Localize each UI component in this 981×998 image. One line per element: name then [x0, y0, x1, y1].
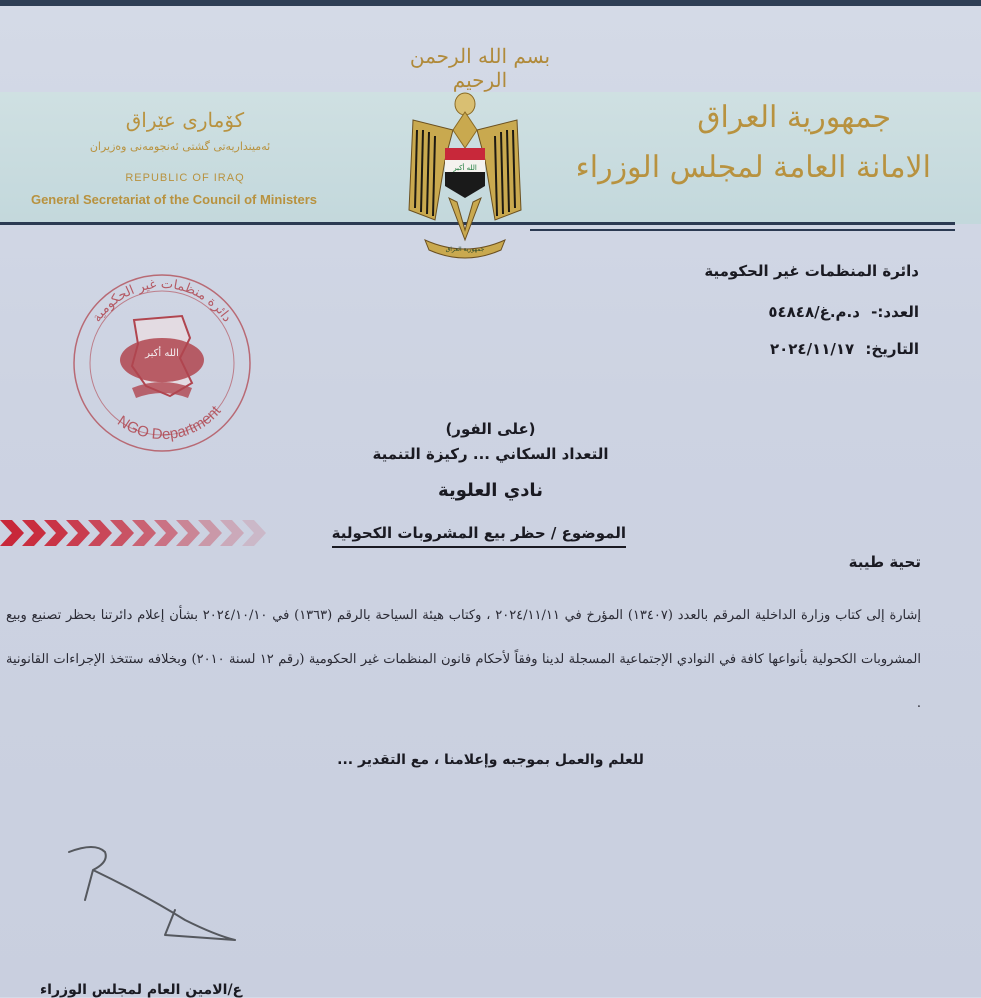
stamp-arabic-text: دائرة منظمات غير الحكومية: [89, 276, 235, 326]
letterhead-kurdish-agency: ئەمینداریەتی گشتی ئەنجومەنی وەزیران: [89, 140, 271, 153]
letterhead-arabic-country: جمهورية العراق: [697, 100, 891, 135]
closing-line: للعلم والعمل بموجبه وإعلامنا ، مع التقدير ...: [337, 752, 644, 768]
signatory-title: ع/الامين العام لمجلس الوزراء: [40, 982, 243, 998]
letterhead-kurdish-country: کۆماری عێراق: [125, 108, 245, 132]
reference-number: [768, 303, 919, 321]
letterhead-rule-secondary: [530, 229, 955, 231]
letterhead-arabic-agency: الامانة العامة لمجلس الوزراء: [575, 150, 931, 185]
handwritten-signature: [55, 840, 255, 955]
department-name: دائرة المنظمات غير الحكومية: [704, 262, 919, 280]
emblem-scroll: جمهورية العراق: [445, 246, 485, 253]
subject-line: الموضوع / حظر بيع المشروبات الكحولية: [332, 524, 626, 548]
iraq-eagle-emblem-icon: [405, 90, 525, 260]
top-border: [0, 0, 981, 6]
document-date-value: ٢٠٢٤/١١/١٧: [769, 340, 855, 358]
census-slogan: التعداد السكاني ... ركيزة التنمية: [372, 445, 609, 463]
urgency-note: (على الفور): [445, 420, 536, 438]
body-paragraph: إشارة إلى كتاب وزارة الداخلية المرقم بالعدد (١٣٤٠٧) المؤرخ في ٢٠٢٤/١١/١١ ، وكتاب هيئة السياحة بالرقم (١٣٦٣) في ٢٠٢٤/١٠/١٠ بشأن إعلام دائرتنا بحظر تصنيع وبيع المشروبات الكحولية بأنواعها كافة في النوادي الإجتماعية المسجلة لدينا وفقاً لأحكام قانون المنظمات غير الحكومية (رقم ١٢ لسنة ٢٠١٠) وبخلافه ستتخذ الإجراءات القانونية .: [6, 608, 921, 711]
document-date-label: التاريخ:: [865, 340, 919, 358]
basmala: بسم الله الرحمن الرحيم: [409, 44, 551, 92]
letterhead-english-country: REPUBLIC OF IRAQ: [125, 172, 245, 184]
stamp-inner-text: الله أكبر: [145, 348, 179, 359]
addressee: نادي العلوية: [438, 480, 543, 501]
emblem-inscription: الله أكبر: [453, 164, 477, 172]
stamp-english-text: NGO Department: [114, 402, 225, 444]
reference-number-value: د.م.غ/٥٤٨٤٨: [768, 303, 860, 321]
document-date: [770, 340, 919, 358]
reference-number-label: العدد:-: [871, 303, 919, 321]
letterhead-english-agency: General Secretariat of the Council of Ministers: [30, 192, 318, 207]
chevron-banner-icon: [0, 518, 300, 548]
greeting: تحية طيبة: [848, 553, 921, 571]
